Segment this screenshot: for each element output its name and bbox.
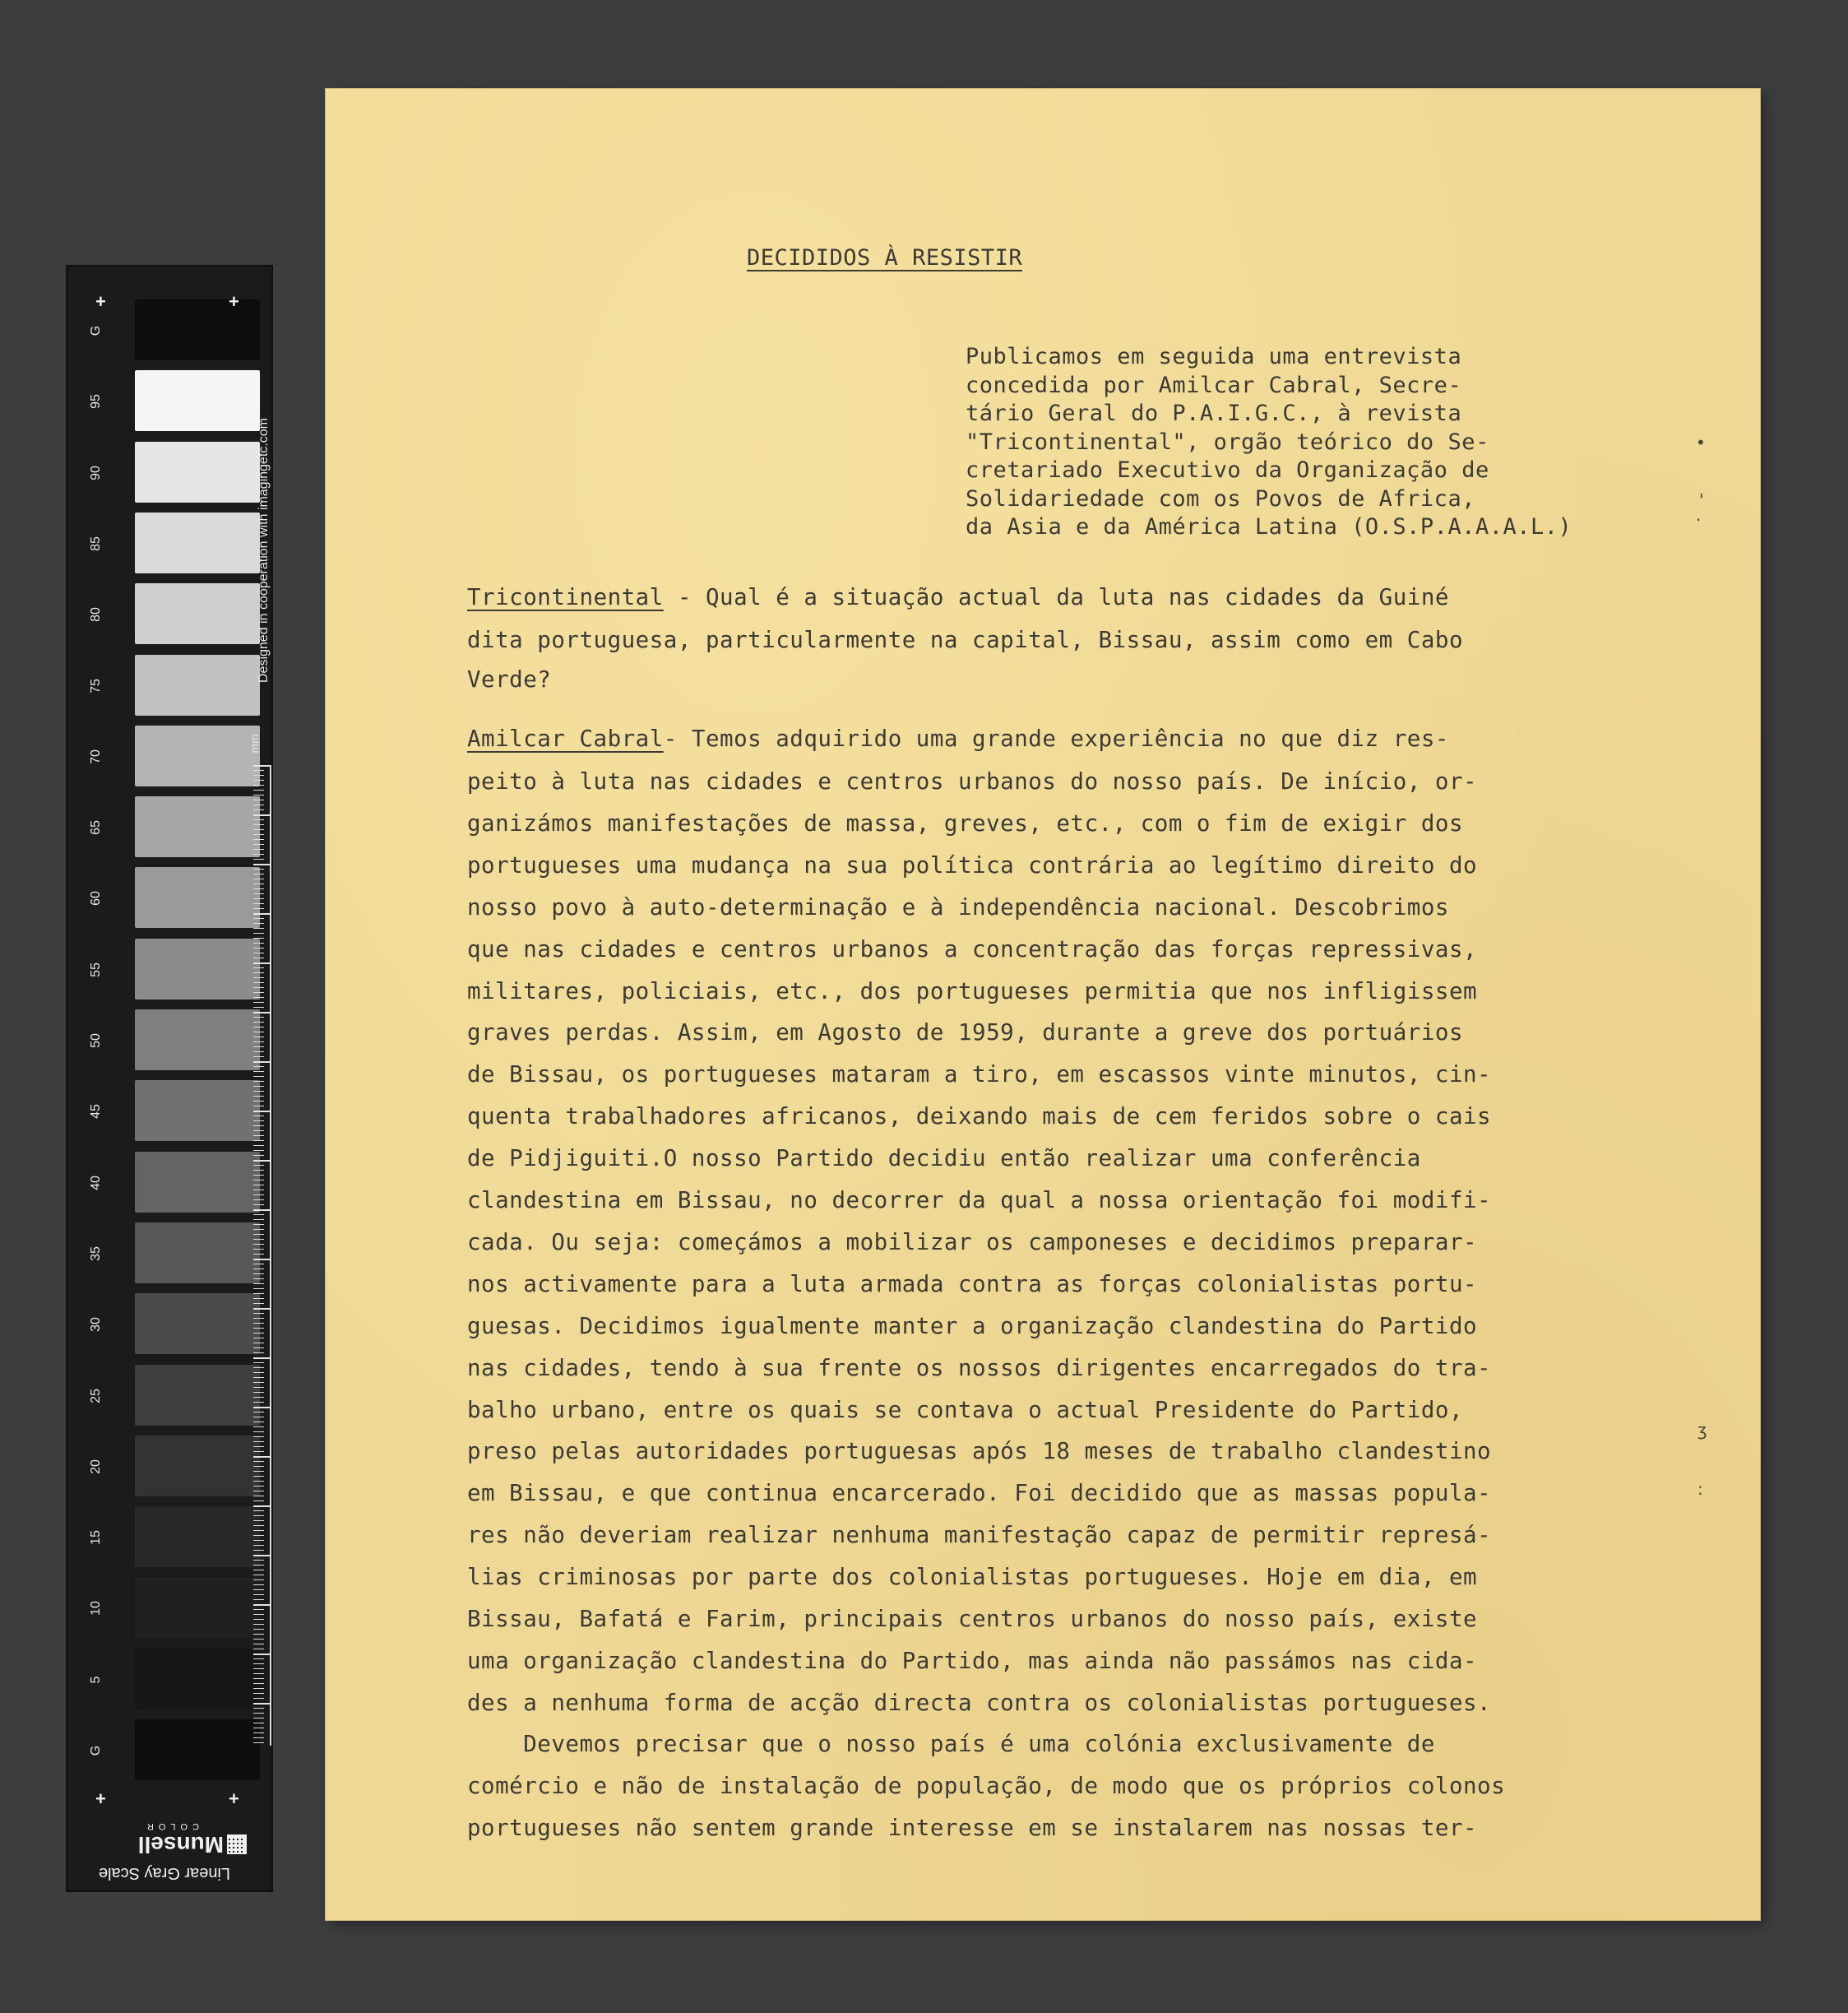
text-line: quenta trabalhadores africanos, deixando mais de cem feridos sobre o cais [467, 1103, 1492, 1130]
question-text-start: - Qual é a situação actual da luta nas cidades da Guiné [663, 584, 1449, 610]
credit-text: Designed in cooperation with imagingetc.com [257, 418, 271, 683]
text-line: clandestina em Bissau, no decorrer da qual a nossa orientação foi modifi- [467, 1187, 1492, 1213]
text-line: em Bissau, e que continua encarcerado. Foi decidido que as massas popula- [467, 1480, 1492, 1507]
registration-mark: + [95, 291, 106, 312]
ruler-line [270, 765, 271, 1746]
document-page [326, 89, 1760, 1920]
gray-patch [135, 1080, 260, 1141]
text-line: nosso povo à auto-determinação e à independência nacional. Descobrimos [467, 893, 1449, 921]
registration-mark: + [229, 1788, 239, 1809]
answer-text-start: - Temos adquirido uma grande experiência no que diz res- [663, 726, 1449, 752]
gray-patch [135, 655, 260, 716]
gray-patch-label: G [89, 1745, 103, 1756]
gray-patch-label: 60 [89, 891, 103, 907]
text-line: tário Geral do P.A.I.G.C., à revista [966, 401, 1462, 426]
gray-patch-label: 50 [89, 1033, 103, 1048]
brand-block [82, 1821, 247, 1882]
text-line: peito à luta nas cidades e centros urbanos do nosso país. De início, or- [467, 768, 1478, 795]
gray-patch-label: 95 [89, 394, 103, 410]
text-line: portugueses não sentem grande interesse em se instalarem nas nossas ter- [467, 1815, 1478, 1841]
gray-patch-label: 70 [89, 749, 103, 764]
gray-patch-label: 10 [89, 1601, 103, 1616]
question-first-line [467, 584, 1449, 610]
margin-mark: : [1697, 1479, 1703, 1499]
gray-patch-label: 35 [89, 1246, 103, 1261]
text-line: nas cidades, tendo à sua frente os nossos dirigentes encarregados do tra- [467, 1354, 1492, 1381]
document-title: DECIDIDOS À RESISTIR [747, 245, 1023, 271]
gray-patch [135, 513, 260, 573]
registration-mark: + [229, 291, 239, 312]
text-line: cretariado Executivo da Organização de [966, 457, 1489, 483]
gray-patch [135, 939, 260, 1000]
text-line: portugueses uma mudança na sua política contrária ao legítimo direito do [467, 851, 1478, 879]
munsell-logo-icon [227, 1834, 247, 1854]
question-speaker: Tricontinental [467, 584, 664, 610]
text-line: graves perdas. Assim, em Agosto de 1959, durante a greve dos portuários [467, 1019, 1464, 1046]
text-line: "Tricontinental", orgão teórico do Se- [966, 429, 1489, 455]
text-line: comércio e não de instalação de população, de modo que os próprios colonos [467, 1773, 1506, 1799]
gray-patch-label: 85 [89, 536, 103, 551]
text-line: Devemos precisar que o nosso país é uma colónia exclusivamente de [467, 1731, 1435, 1757]
text-line: Solidariedade com os Povos de Africa, [966, 485, 1475, 512]
gray-patch [135, 1436, 260, 1496]
text-line: Verde? [467, 666, 552, 693]
ruler-major-ticks [253, 765, 271, 1746]
text-line: des a nenhuma forma de acção directa contra os colonialistas portugueses. [467, 1689, 1492, 1716]
gray-patch [135, 1719, 260, 1780]
gray-scale-card [66, 265, 273, 1892]
gray-patch [135, 299, 260, 360]
text-line: dita portuguesa, particularmente na capital, Bissau, assim como em Cabo [467, 627, 1464, 653]
gray-patch-label: 90 [89, 465, 103, 480]
text-line: militares, policiais, etc., dos portugueses permitia que nos infligissem [467, 977, 1478, 1004]
margin-mark: ʒ [1697, 1420, 1707, 1440]
gray-patch-label: 5 [89, 1676, 103, 1684]
gray-patch-label: 20 [89, 1459, 103, 1474]
gray-patch [135, 1649, 260, 1709]
gray-patch-label: 40 [89, 1175, 103, 1190]
text-line: balho urbano, entre os quais se contava o actual Presidente do Partido, [467, 1396, 1464, 1423]
gray-patch [135, 442, 260, 503]
text-line: concedida por Amilcar Cabral, Secre- [966, 372, 1462, 398]
text-line: que nas cidades e centros urbanos a concentração das forças repressivas, [467, 935, 1478, 962]
unit-label: mm [248, 734, 262, 754]
gray-patch-label: 55 [89, 962, 103, 977]
gray-patch [135, 1506, 260, 1567]
gray-patch-label: 15 [89, 1530, 103, 1545]
gray-patch [135, 1365, 260, 1426]
gray-patch [135, 1577, 260, 1638]
gray-patch [135, 1293, 260, 1354]
gray-patch-label: 80 [89, 607, 103, 623]
gray-patch [135, 796, 260, 857]
margin-mark: ' [1699, 490, 1704, 510]
text-line: ganizámos manifestações de massa, greves, etc., com o fim de exigir dos [467, 809, 1464, 837]
gray-patch-label: 75 [89, 678, 103, 693]
gray-patch [135, 370, 260, 431]
text-line: res não deveriam realizar nenhuma manifestação capaz de permitir represá- [467, 1522, 1492, 1549]
text-line: de Pidjiguiti.O nosso Partido decidiu então realizar uma conferência [467, 1145, 1421, 1172]
text-line: guesas. Decidimos igualmente manter a organização clandestina do Partido [467, 1312, 1478, 1339]
gray-patch-label: G [89, 325, 103, 336]
text-line: preso pelas autoridades portuguesas após 18 meses de trabalho clandestino [467, 1438, 1492, 1465]
text-line: lias criminosas por parte dos colonialistas portugueses. Hoje em dia, em [467, 1564, 1478, 1591]
gray-patch [135, 1222, 260, 1283]
product-name: Linear Gray Scale [98, 1864, 231, 1882]
brand-sub: COLOR [141, 1821, 199, 1831]
margin-mark: · [1696, 510, 1702, 530]
registration-mark: + [95, 1788, 106, 1809]
brand-name: Munsell [137, 1832, 224, 1858]
gray-patch [135, 1152, 260, 1213]
answer-first-line [467, 726, 1449, 752]
text-line: uma organização clandestina do Partido, mas ainda não passámos nas cida- [467, 1647, 1478, 1674]
gray-patch [135, 867, 260, 928]
text-line: Bissau, Bafatá e Farim, principais centros urbanos do nosso país, existe [467, 1606, 1478, 1632]
gray-patch [135, 583, 260, 644]
margin-mark: • [1696, 433, 1706, 452]
answer-speaker: Amilcar Cabral [467, 726, 664, 752]
gray-patch-label: 65 [89, 820, 103, 835]
gray-patch-label: 25 [89, 1388, 103, 1403]
text-line: nos activamente para a luta armada contra as forças colonialistas portu- [467, 1270, 1478, 1297]
gray-patch-label: 45 [89, 1104, 103, 1120]
text-line: de Bissau, os portugueses mataram a tiro, em escassos vinte minutos, cin- [467, 1061, 1492, 1088]
text-line: Publicamos em seguida uma entrevista [966, 344, 1462, 369]
gray-patch-label: 30 [89, 1317, 103, 1333]
text-line: da Asia e da América Latina (O.S.P.A.A.A.L.) [966, 514, 1572, 540]
gray-patch [135, 1009, 260, 1070]
gray-patch [135, 726, 260, 786]
text-line: cada. Ou seja: começámos a mobilizar os camponeses e decidimos preparar- [467, 1228, 1478, 1255]
